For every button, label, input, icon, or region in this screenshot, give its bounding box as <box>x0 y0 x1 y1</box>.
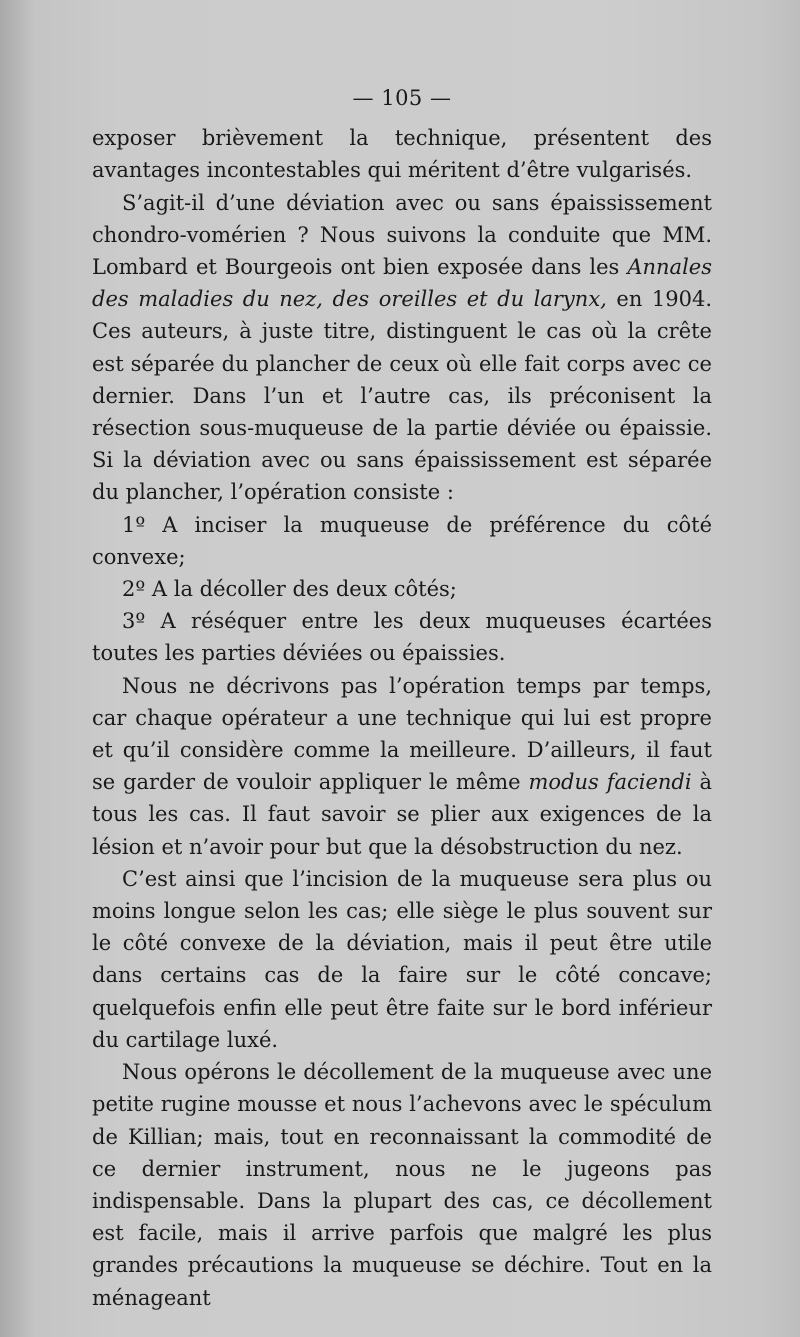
paragraph-decollement: Nous opérons le décollement de la muqueuse avec une petite rugine mousse et nous l’achevons avec le spéculum de Killian; mais, tout en reconnaissant la commodité de ce dernier instrument, nous ne le jugeons pas indispensable. Dans la plupart des cas, ce décollement est facile, mais il arrive parfois que malgré les plus grandes précautions la muqueuse se déchire. Tout en la ménageant <box>92 1060 712 1310</box>
paragraph-continuation: exposer brièvement la technique, présentent des avantages incontestables qui méritent d’être vulgarisés. <box>92 126 712 183</box>
step-item-2: 2º A la décoller des deux côtés; <box>122 577 457 602</box>
step-item-1: 1º A inciser la muqueuse de préférence du côté convexe; <box>92 512 712 569</box>
step-item-3: 3º A réséquer entre les deux muqueuses écartées toutes les parties déviées ou épaissies. <box>92 609 712 666</box>
paragraph-text: à tous les cas. Il faut savoir se plier aux exigences de la lésion et n’avoir pour but que la désobstruction du nez. <box>92 770 712 859</box>
paragraph-text: en 1904. Ces auteurs, à juste titre, distinguent le cas où la crête est séparée du plancher de ceux où elle fait corps avec ce dernier. Dans l’un et l’autre cas, ils préconisent la résection sous-muqueuse de la partie déviée ou épaissie. Si la déviation avec ou sans épaississement est séparée du plancher, l’opération consiste : <box>92 287 713 505</box>
paragraph-deviation <box>92 187 712 509</box>
journal-title: Annales des maladies du nez, des oreilles et du larynx, <box>92 255 712 312</box>
page-text <box>92 82 712 1314</box>
paragraph-text: Nous ne décrivons pas l’opération temps par temps, car chaque opérateur a une technique qui lui est propre et qu’il considère comme la meilleure. D’ailleurs, il faut se garder de vouloir appliquer le même <box>92 673 712 795</box>
paragraph-text: S’agit-il d’une déviation avec ou sans épaississement chondro-vomérien ? Nous suivons la conduite que MM. Lombard et Bourgeois ont bien exposée dans les <box>92 190 712 280</box>
paragraph-operation <box>92 670 712 863</box>
paragraph-incision: C’est ainsi que l’incision de la muqueuse sera plus ou moins longue selon les cas; elle siège le plus souvent sur le côté convexe de la déviation, mais il peut être utile dans certains cas de la faire sur le côté concave; quelquefois enfin elle peut être faite sur le bord inférieur du cartilage luxé. <box>92 866 712 1052</box>
page-number: — 105 — <box>352 86 452 110</box>
latin-phrase: modus faciendi <box>528 770 692 795</box>
